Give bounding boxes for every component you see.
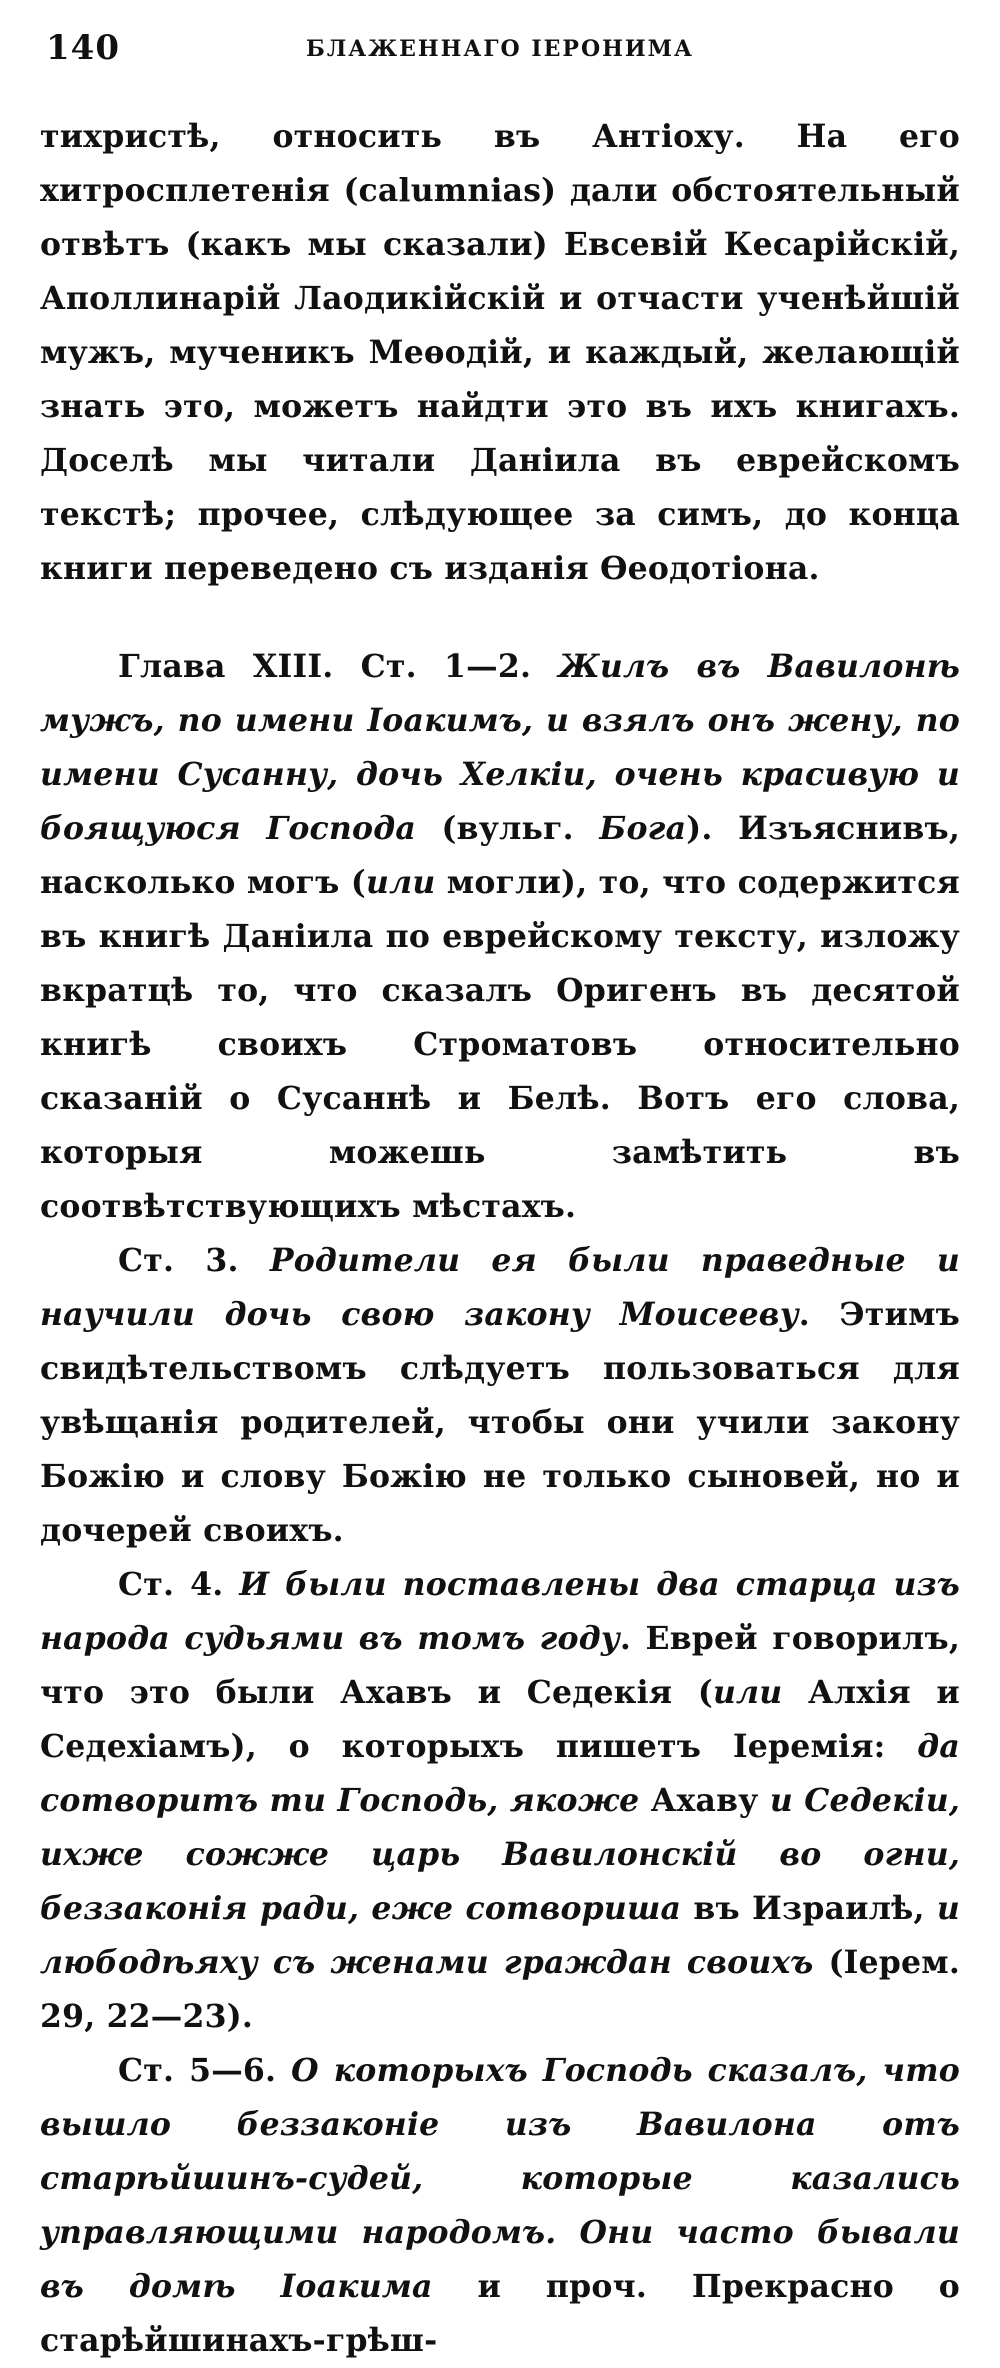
text-run: Ахаву: [639, 1782, 770, 1819]
italic-text: и Седекіи, ихже сожже царь Вавилонскій во огни, беззаконія ради, еже сотвориша: [40, 1782, 961, 1927]
text-run: Ст. 5—6.: [118, 2052, 292, 2089]
text-run: (Iерем. 29, 22—23).: [40, 1944, 960, 2035]
paragraph-p5: [40, 2044, 960, 2368]
italic-text: Родители ея были праведные и научили дочь свою закону Моисееву: [40, 1242, 960, 1333]
text-run: тихристѣ, относить въ Антіоху. На его хитросплетенія (calumnias) дали обстоятельный отвѣтъ (какъ мы сказали) Евсевій Кесарійскій, Аполлинарій Лаодикійскій и отчасти ученѣйшій мужъ, мученикъ Меѳодій, и каждый, желающій знать это, можетъ найдти это въ ихъ книгахъ. Доселѣ мы читали Даніила въ еврейскомъ текстѣ; прочее, слѣдующее за симъ, до конца книги переведено съ изданія Ѳеодотіона.: [40, 118, 960, 587]
paragraph-p2: [40, 640, 960, 1234]
italic-text: да сотворитъ ти Господь, якоже: [40, 1728, 960, 1819]
text-run: Глава XIII. Ст. 1—2.: [118, 648, 559, 685]
text-run: ). Изъяснивъ, насколько могъ (: [40, 810, 960, 901]
book-page: [40, 28, 960, 2368]
paragraph-p3: [40, 1234, 960, 1558]
italic-text: И были поставлены два старца изъ народа судьями въ томъ году: [40, 1566, 960, 1657]
italic-text: О которыхъ Господь сказалъ, что вышло беззаконіе изъ Вавилона отъ старѣйшинъ-судей, которые казались управляющими народомъ. Они часто бывали въ домѣ Іоакима: [40, 2052, 960, 2305]
body-text: [40, 110, 960, 2368]
text-run: Алхія и Седехіамъ), о которыхъ пишетъ Іеремія:: [40, 1674, 960, 1765]
italic-text: Жилъ въ Вавилонѣ мужъ, по имени Іоакимъ, и взялъ онъ жену, по имени Сусанну, дочь Хелкіи, очень красивую и боящуюся Господа: [40, 648, 960, 847]
running-title: БЛАЖЕННАГО IЕРОНИМА: [306, 36, 694, 62]
text-run: . Этимъ свидѣтельствомъ слѣдуетъ пользоваться для увѣщанія родителей, чтобы они учили закону Божію и слову Божію не только сыновей, но и дочерей своихъ.: [40, 1296, 961, 1549]
italic-text: или: [712, 1674, 783, 1711]
text-run: Ст. 4.: [118, 1566, 240, 1603]
text-run: . Еврей говорилъ, что это были Ахавъ и Седекія (: [40, 1620, 960, 1711]
page-number: 140: [46, 28, 120, 68]
text-run: и проч. Прекрасно о старѣйшинахъ-грѣш-: [40, 2268, 960, 2359]
italic-text: или: [365, 864, 436, 901]
running-head: [40, 28, 960, 72]
text-run: могли), то, что содержится въ книгѣ Даніила по еврейскому тексту, изложу вкратцѣ то, что сказалъ Оригенъ въ десятой книгѣ своихъ Строматовъ относительно сказаній о Сусаннѣ и Белѣ. Вотъ его слова, которыя можешь замѣтить въ соотвѣтствующихъ мѣстахъ.: [40, 864, 960, 1225]
text-run: (вульг.: [415, 810, 600, 847]
paragraph-p4: [40, 1558, 960, 2044]
italic-text: и любодѣяху съ женами граждан своихъ: [40, 1890, 960, 1981]
text-run: Ст. 3.: [118, 1242, 270, 1279]
paragraph-p1: [40, 110, 960, 596]
italic-text: Бога: [599, 810, 687, 847]
text-run: въ Израилѣ,: [681, 1890, 937, 1927]
